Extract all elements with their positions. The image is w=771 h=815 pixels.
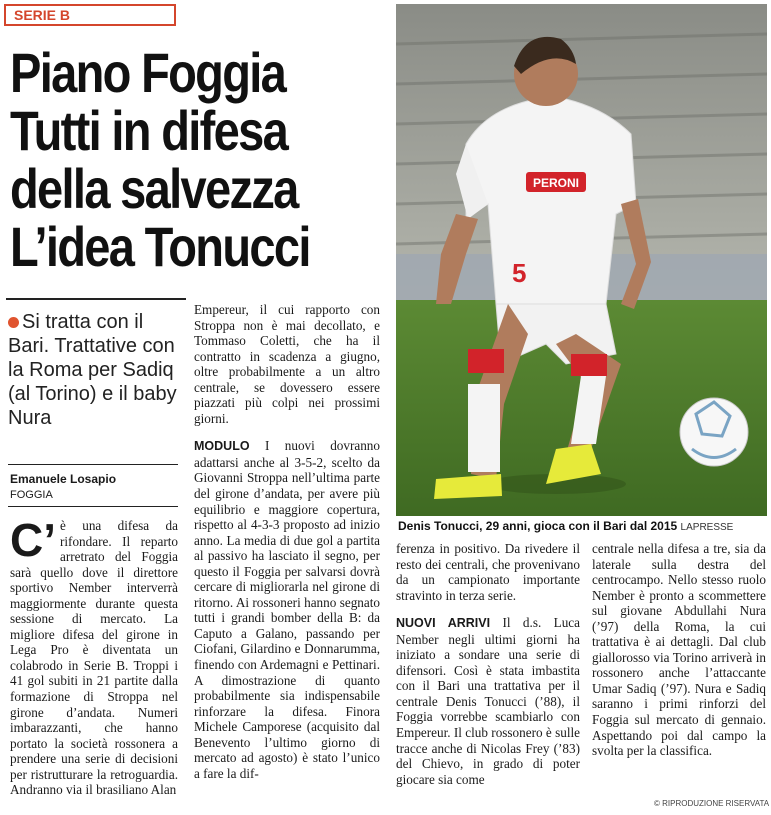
headline (10, 41, 329, 278)
subhead (8, 310, 188, 430)
article-paragraph (194, 438, 380, 781)
jersey-sponsor: PERONI (532, 176, 580, 190)
drop-cap: C’ (10, 514, 56, 566)
subheading-modulo: MODULO (194, 439, 250, 454)
article-column-1 (10, 514, 178, 798)
byline-rule (8, 464, 178, 465)
article-paragraph: centrale nella difesa a tre, sia da laterale sulla destra del centrocampo. Nello stesso ruolo Nember è pronto a scommettere sul giovane Abdullahi Nura (’97) della Roma, la cui trattativa è ai dettagli. Dal club giallorosso via Torino arriverà in rossonero anche l’attaccante Umar Sadiq (’97). Nura e Sadiq saranno i primi rinforzi del Foggia sul mercato di gennaio. Aspettando poi dal campo la svolta per la classifica. (592, 541, 766, 759)
byline-rule (8, 506, 178, 507)
headline-line: L’idea Tonucci (10, 215, 310, 278)
article-text: Il d.s. Luca Nember negli ultimi giorni ha iniziato a sondare una serie di difensori. Così è stata imbastita con il Bari una trattativa per il centrale Denis Tonucci (’88), il Foggia vorrebbe scambiarlo con Empereur. Il club rossonero è sulle tracce anche di Nicolas Frey (’83) del Chievo, in grado di poter giocare sia come (396, 615, 580, 787)
subheading-nuovi-arrivi: NUOVI ARRIVI (396, 616, 491, 631)
article-text: è una difesa da rifondare. Il reparto arretrato del Foggia sarà quello dove il direttore sportivo Nember interverrà maggiormente durante questa sessione di mercato. La migliore difesa del girone in Lega Pro è diventata un colabrodo in Serie B. Troppi i 41 gol subiti in 21 partite dalla formazione di Stroppa nel girone d’andata. Numeri imbarazzanti, che hanno portato la società rossonera a prendere una serie di decisioni per ristrutturare la retroguardia. Andranno via il brasiliano Alan (10, 518, 178, 798)
article-paragraph: ferenza in positivo. Da rivedere il resto dei centrali, che provenivano da un campionato importante stravinto in terza serie. (396, 541, 580, 603)
headline-line: della salvezza (10, 157, 298, 220)
photo-credit: LAPRESSE (680, 522, 734, 533)
byline-place: FOGGIA (10, 489, 53, 501)
copyright-notice: © RIPRODUZIONE RISERVATA (654, 799, 770, 808)
headline-line: Tutti in difesa (10, 99, 288, 162)
headline-line: Piano Foggia (10, 41, 286, 104)
article-column-3 (396, 541, 580, 801)
photo-caption (398, 519, 733, 533)
caption-text: Denis Tonucci, 29 anni, gioca con il Bari dal 2015 (398, 519, 678, 533)
shorts-number: 5 (512, 258, 527, 288)
player-photo (396, 4, 767, 516)
subhead-text: Si tratta con il Bari. Trattative con la Roma per Sadiq (al Torino) e il baby Nura (8, 311, 177, 429)
section-kicker: SERIE B (4, 4, 176, 26)
article-column-4 (592, 541, 766, 791)
player-photo-illustration (396, 4, 767, 516)
bullet-dot-icon (8, 317, 19, 328)
subhead-rule (6, 298, 186, 300)
article-paragraph: Empereur, il cui rapporto con Stroppa non è mai decollato, e Tommaso Coletti, che ha il contratto in scadenza a giugno, oltre probabilmente a un altro centrale, se dovessero essere piazzati più colpi nei prossimi giorni. (194, 302, 380, 426)
article-column-2 (194, 302, 380, 802)
article-paragraph (396, 615, 580, 787)
article-text: I nuovi dovranno adattarsi anche al 3-5-2, scelto da Giovanni Stroppa nell’ultima parte del girone d’andata, per avere più equilibrio e maggiore copertura, rispetto al 4-3-3 proposto ad inizio anno. La media di due gol a partita al passivo ha lasciato il segno, per questo il Foggia per salvarsi dovrà cercare di migliorarla nel girone di ritorno. Ai rossoneri hanno segnato tutti i grandi bomber della B: da Caputo a Galano, passando per Ciofani, Gilardino e Donnarumma, finendo con Ardemagni e Pettinari. A dimostrazione di quanto probabilmente sia indispensabile rinforzare la difesa. Finora Michele Camporese (acquisito dal Benevento l’ultimo giorno di mercato ad agosto) è stato l’unico a fare la dif- (194, 438, 380, 781)
byline-author: Emanuele Losapio (10, 472, 117, 486)
